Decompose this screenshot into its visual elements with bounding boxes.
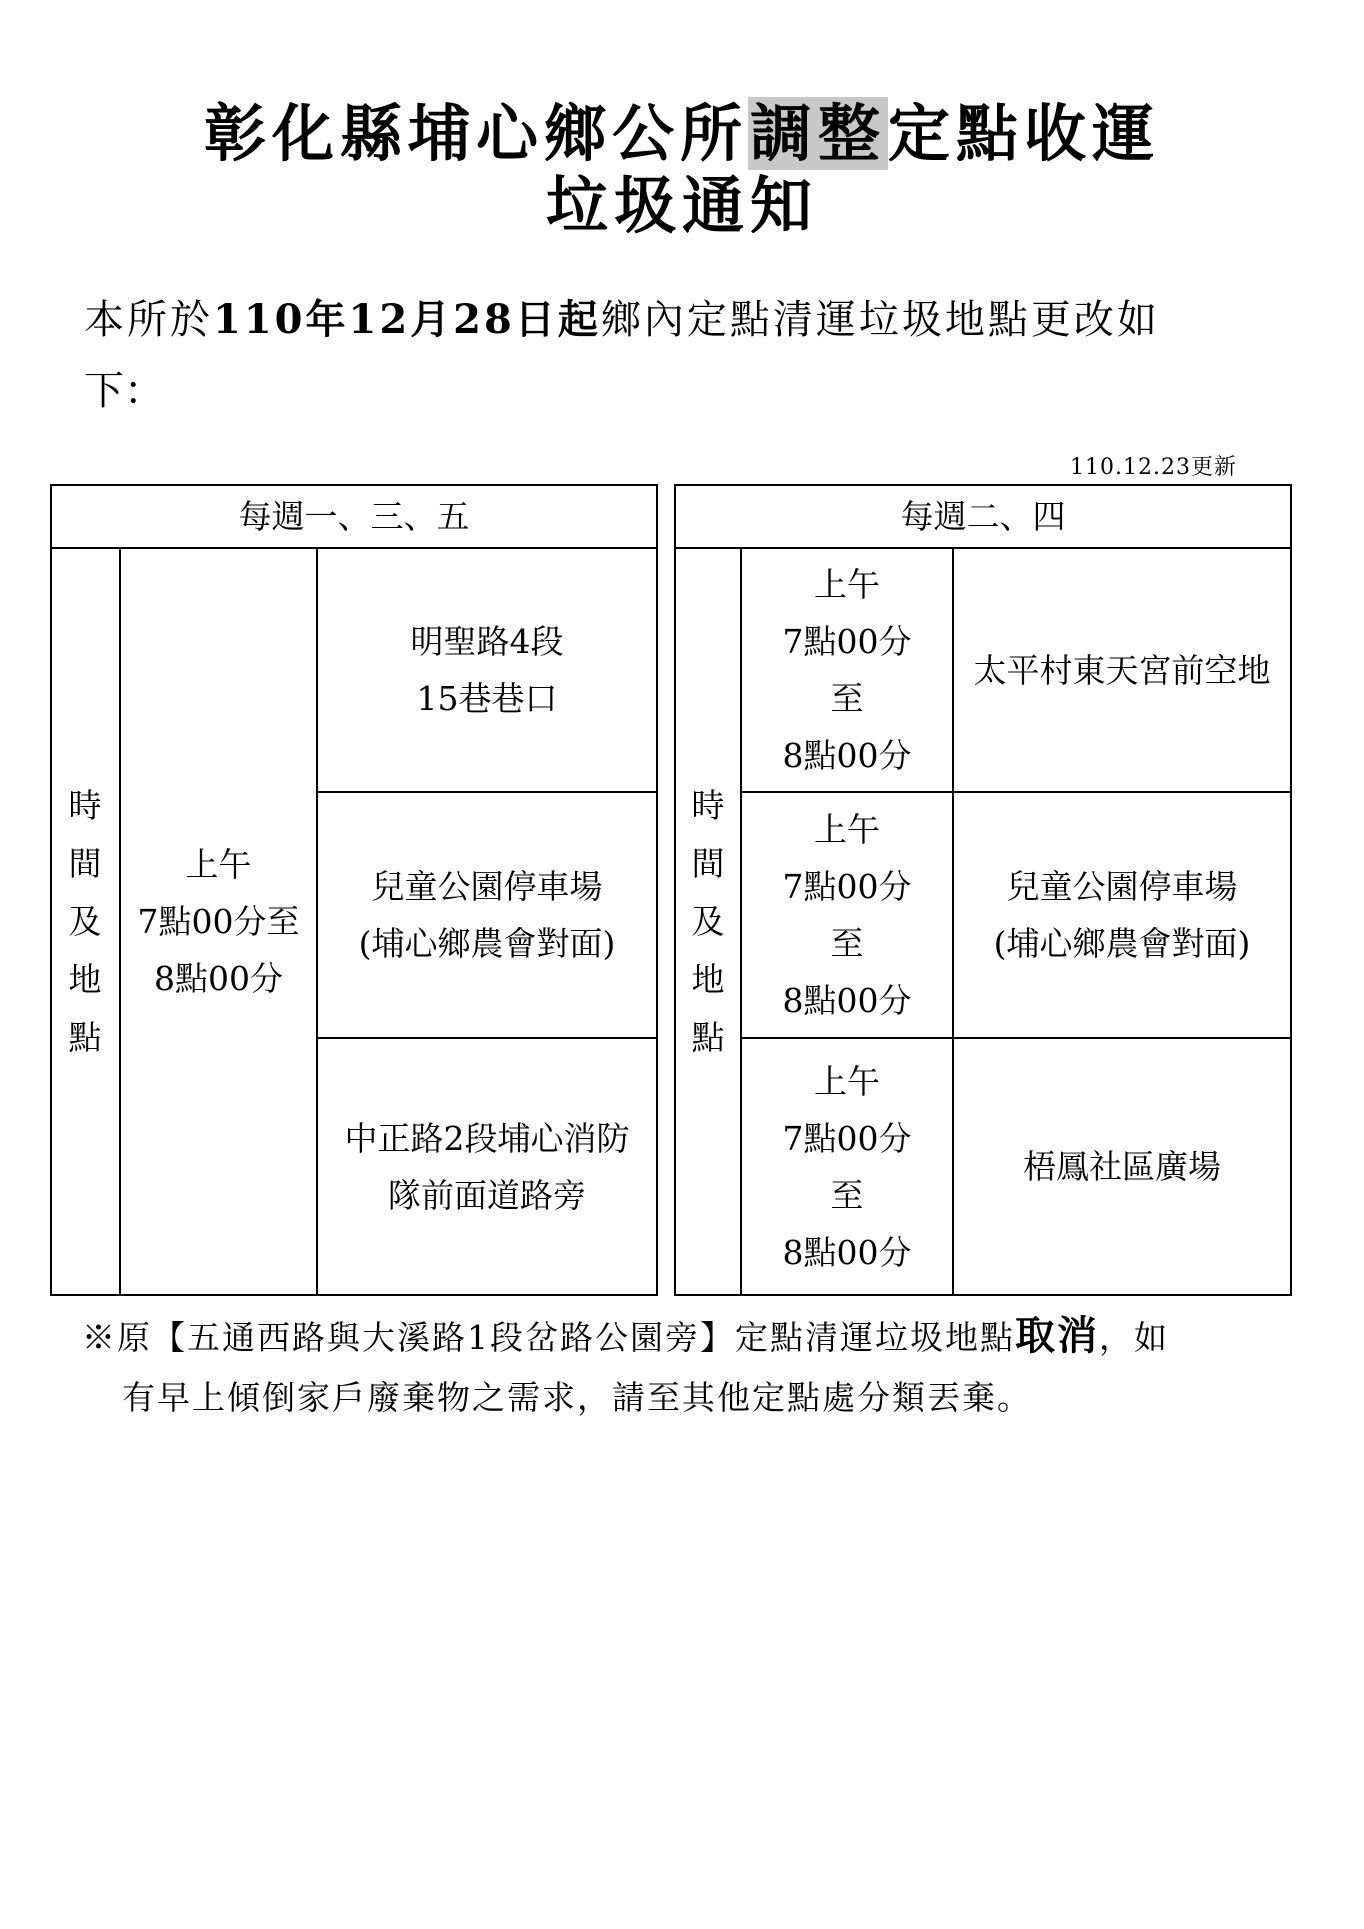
intro-text-a: 本所於 [84,297,213,343]
note-text-b: ，如 [1099,1318,1169,1357]
location-cell [318,793,656,1037]
time-line: 7點00分 [782,622,912,661]
time-line: 至 [830,1175,864,1215]
time-cell [742,549,952,791]
label-char: 點 [691,1017,725,1057]
time-line: 8點00分 [782,981,912,1020]
location-line: 太平村東天宮前空地 [973,650,1271,690]
time-line: 至 [830,924,864,963]
notice-title-line2: 垃圾通知 [545,169,818,242]
time-line: 上午 [814,1061,880,1101]
note-line2: 有早上傾倒家戶廢棄物之需求，請至其他定點處分類丟棄。 [122,1378,1032,1417]
location-cell [954,1039,1290,1294]
intro-line1 [84,285,1264,355]
label-char: 間 [691,843,725,883]
title-highlight: 調整 [749,97,886,170]
label-char: 時 [68,785,102,825]
time-line: 8點00分 [782,736,912,775]
title-text-b: 定點收運 [888,97,1161,170]
location-line: 兒童公園停車場 [371,867,603,906]
label-char: 間 [68,843,102,883]
header-tue-thu: 每週二、四 [900,497,1066,536]
location-line: 明聖路4段 [410,622,564,661]
time-line: 7點00分至 [137,902,300,941]
updated-date: 110.12.23更新 [1070,455,1237,480]
label-char: 及 [691,901,725,941]
time-line: 上午 [185,845,252,884]
location-cell [318,549,656,791]
intro-effective-date: 110年12月28日起 [213,296,601,343]
label-time-and-place-left [50,549,120,1294]
intro-text-b: 鄉內定點清運垃圾地點更改如 [600,297,1160,343]
time-cell [742,793,952,1037]
location-line: 隊前面道路旁 [388,1175,586,1215]
time-cell [742,1039,952,1294]
cancellation-note [82,1306,1322,1428]
note-line1 [82,1306,1322,1368]
time-line: 8點00分 [154,959,283,998]
location-line: 梧鳳社區廣場 [1023,1147,1221,1186]
location-line: 兒童公園停車場 [1006,867,1238,906]
note-text-a: ※原【五通西路與大溪路1段岔路公園旁】定點清運垃圾地點 [82,1318,1015,1357]
label-char: 時 [691,785,725,825]
location-line: (埔心鄉農會對面) [358,924,616,963]
label-char: 點 [68,1017,102,1057]
time-line: 至 [830,679,864,718]
schedule-table [50,484,1292,1296]
time-line: 上午 [814,810,880,849]
time-line: 8點00分 [782,1232,912,1272]
title-text-a: 彰化縣埔心鄉公所 [203,97,748,170]
time-line: 上午 [814,565,880,604]
label-char: 地 [691,959,725,999]
time-cell-left [120,549,317,1294]
location-cell [954,549,1290,791]
location-line: 中正路2段埔心消防 [344,1118,630,1158]
notice-title-line1 [0,98,1364,170]
label-time-and-place-right [676,549,740,1294]
time-line: 7點00分 [782,1118,912,1158]
label-char: 及 [68,901,102,941]
header-mon-wed-fri: 每週一、三、五 [238,497,470,536]
intro-line2: 下： [84,368,164,414]
location-cell [954,793,1290,1037]
time-line: 7點00分 [782,867,912,906]
location-cell [318,1039,656,1294]
location-line: 15巷巷口 [416,679,558,718]
note-cancelled: 取消 [1015,1312,1099,1359]
location-line: (埔心鄉農會對面) [993,924,1251,963]
label-char: 地 [68,959,102,999]
